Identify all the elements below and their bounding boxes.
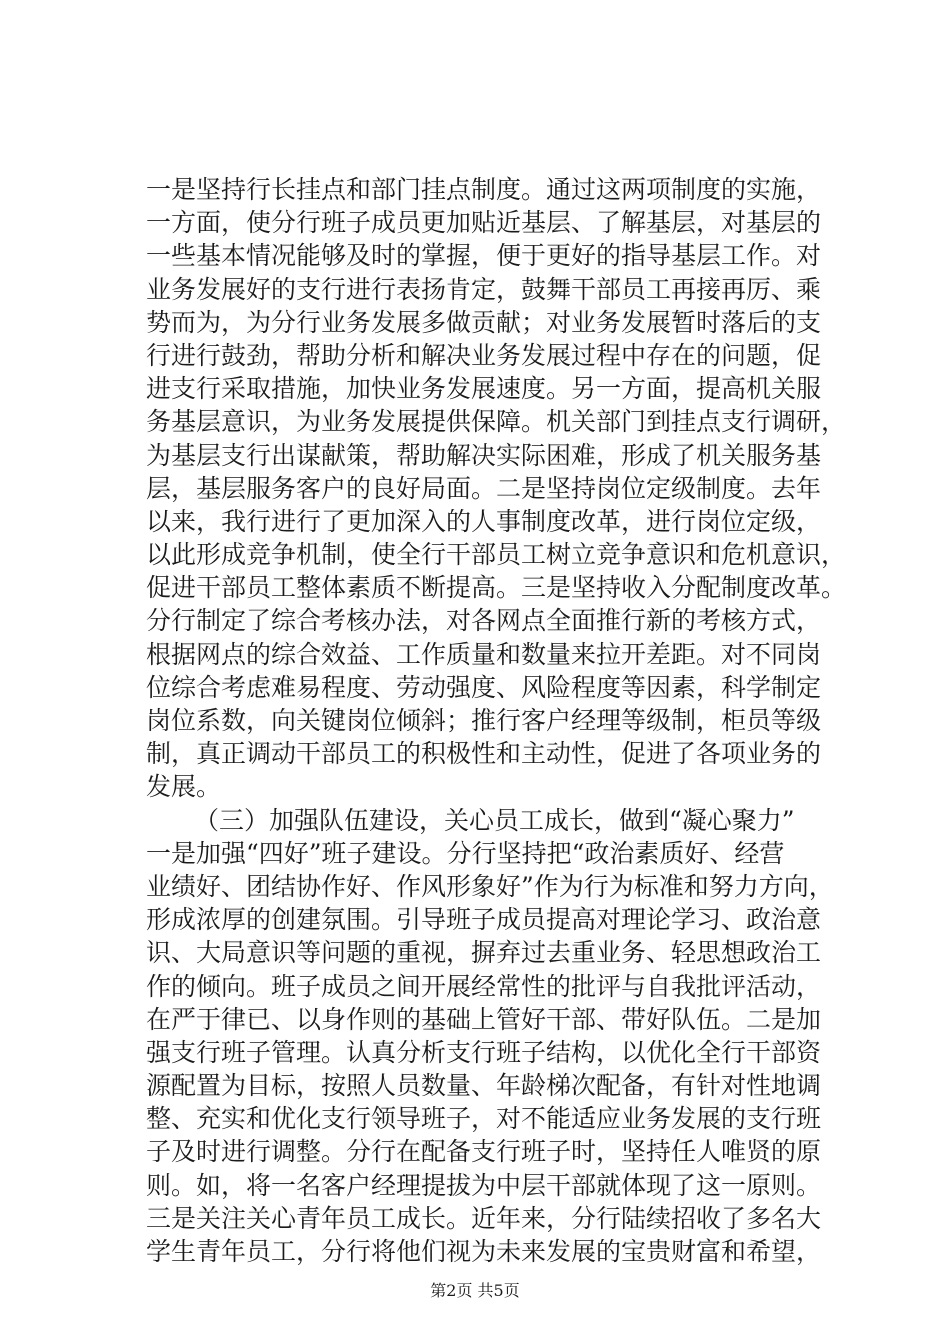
text-line: 以此形成竞争机制，使全行干部员工树立竞争意识和危机意识， xyxy=(146,540,847,570)
text-line: 为基层支行出谋献策，帮助解决实际困难，形成了机关服务基 xyxy=(146,440,822,470)
text-line: 子及时进行调整。分行在配备支行班子时，坚持任人唯贤的原 xyxy=(146,1137,822,1167)
text-line: 一些基本情况能够及时的掌握，便于更好的指导基层工作。对 xyxy=(146,241,822,271)
text-line: 一是加强“四好”班子建设。分行坚持把“政治素质好、经营 xyxy=(146,838,785,868)
text-line: 作的倾向。班子成员之间开展经常性的批评与自我批评活动， xyxy=(146,971,822,1001)
document-body xyxy=(146,173,846,1268)
text-line: 以来，我行进行了更加深入的人事制度改革，进行岗位定级， xyxy=(146,506,822,536)
text-line: 源配置为目标，按照人员数量、年龄梯次配备，有针对性地调 xyxy=(146,1071,822,1101)
text-line: 则。如，将一名客户经理提拔为中层干部就体现了这一原则。 xyxy=(146,1170,822,1200)
text-line: 分行制定了综合考核办法，对各网点全面推行新的考核方式， xyxy=(146,606,822,636)
section-heading: （三）加强队伍建设，关心员工成长，做到“凝心聚力” xyxy=(194,805,795,835)
text-line: 整、充实和优化支行领导班子，对不能适应业务发展的支行班 xyxy=(146,1104,822,1134)
text-line: 势而为，为分行业务发展多做贡献；对业务发展暂时落后的支 xyxy=(146,307,822,337)
text-line: 强支行班子管理。认真分析支行班子结构，以优化全行干部资 xyxy=(146,1037,822,1067)
text-line: 业务发展好的支行进行表扬肯定，鼓舞干部员工再接再厉、乘 xyxy=(146,274,822,304)
text-line: 一方面，使分行班子成员更加贴近基层、了解基层，对基层的 xyxy=(146,208,822,238)
text-line: 行进行鼓劲，帮助分析和解决业务发展过程中存在的问题，促 xyxy=(146,340,822,370)
text-line: 发展。 xyxy=(146,772,222,802)
text-line: 促进干部员工整体素质不断提高。三是坚持收入分配制度改革。 xyxy=(146,573,847,603)
text-line: 岗位系数，向关键岗位倾斜；推行客户经理等级制，柜员等级 xyxy=(146,706,822,735)
text-line: 学生青年员工，分行将他们视为未来发展的宝贵财富和希望， xyxy=(146,1237,822,1266)
text-line: 制，真正调动干部员工的积极性和主动性，促进了各项业务的 xyxy=(146,739,822,769)
text-line: 进支行采取措施，加快业务发展速度。另一方面，提高机关服 xyxy=(146,374,822,404)
text-line: 形成浓厚的创建氛围。引导班子成员提高对理论学习、政治意 xyxy=(146,905,822,935)
text-line: 位综合考虑难易程度、劳动强度、风险程度等因素，科学制定 xyxy=(146,672,822,702)
page-footer: 第2页 共5页 xyxy=(430,1281,520,1300)
text-line: 层，基层服务客户的良好局面。二是坚持岗位定级制度。去年 xyxy=(146,473,822,503)
text-line: 业绩好、团结协作好、作风形象好”作为行为标准和努力方向， xyxy=(146,871,834,901)
text-line: 一是坚持行长挂点和部门挂点制度。通过这两项制度的实施， xyxy=(146,175,822,204)
text-line: 识、大局意识等问题的重视，摒弃过去重业务、轻思想政治工 xyxy=(146,938,822,968)
text-line: 三是关注关心青年员工成长。近年来，分行陆续招收了多名大 xyxy=(146,1203,822,1233)
text-line: 根据网点的综合效益、工作质量和数量来拉开差距。对不同岗 xyxy=(146,639,822,669)
text-line: 务基层意识，为业务发展提供保障。机关部门到挂点支行调研， xyxy=(146,407,847,437)
text-line: 在严于律已、以身作则的基础上管好干部、带好队伍。二是加 xyxy=(146,1004,822,1034)
